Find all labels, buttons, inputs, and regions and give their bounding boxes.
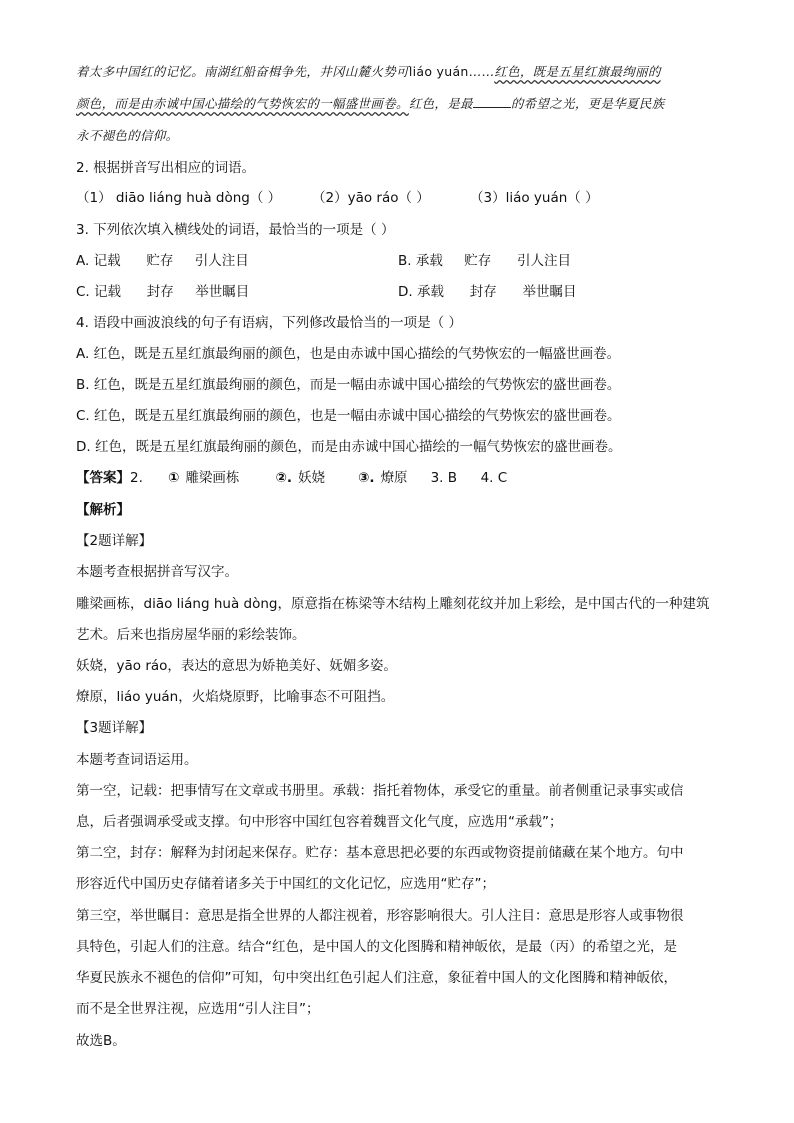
q4-option-c: C. 红色，既是五星红旗最绚丽的颜色，也是一幅由赤诚中国心描绘的气势恢宏的盛世画卷。 <box>76 408 621 424</box>
passage-line-3 <box>76 126 178 146</box>
q4-option-b: B. 红色，既是五星红旗最绚丽的颜色，而是一幅由赤诚中国心描绘的气势恢宏的盛世画卷。 <box>76 377 621 393</box>
q2-item-2: （2）yāo ráo（ ） <box>312 190 430 206</box>
fill-blank <box>473 95 511 108</box>
q3-option-c: C. 记载 封存 举世瞩目 <box>76 284 250 300</box>
q3-detail-line: 第三空，举世瞩目：意思是指全世界的人都注视着，形容影响很大。引人注目：意思是形容人或事物很 <box>76 908 684 924</box>
q4-option-a: A. 红色，既是五星红旗最绚丽的颜色，也是由赤诚中国心描绘的气势恢宏的一幅盛世画卷。 <box>76 346 621 362</box>
passage-text: 的希望之光，更是华夏民族 <box>510 96 665 111</box>
answer-text-2: 妖娆 <box>298 470 325 486</box>
q3-detail-line: 第二空，封存：解释为封闭起来保存。贮存：基本意思把必要的东西或物资提前储藏在某个地方。句中 <box>76 845 684 861</box>
q3-option-d: D. 承载 封存 举世瞩目 <box>398 284 577 300</box>
q3-detail-line: 形容近代中国历史存储着诸多关于中国红的文化记忆，应选用“贮存”； <box>76 876 495 892</box>
q3-detail-title: 【3题详解】 <box>76 720 153 736</box>
answer-text-1: 雕梁画栋 <box>185 470 240 486</box>
q2-item-3: （3）liáo yuán（ ） <box>470 190 599 206</box>
q2-item-1: （1） diāo liáng huà dòng（ ） <box>76 190 282 206</box>
q3-detail-conclusion: 故选B。 <box>76 1033 126 1049</box>
q2-items <box>76 188 599 208</box>
answer-prefix: 2. <box>130 470 143 486</box>
q2-detail-line: 艺术。后来也指房屋华丽的彩绘装饰。 <box>76 627 306 643</box>
passage-text: 着太多中国红的记忆。南湖红船奋楫争先，井冈山麓火势可 <box>76 64 409 79</box>
passage-line-2 <box>76 94 664 114</box>
q2-stem: 2. 根据拼音写出相应的词语。 <box>76 160 256 176</box>
q2-detail-line: 雕梁画栋，diāo liáng huà dòng，原意指在栋梁等木结构上雕刻花纹并加上彩绘，是中国古代的一种建筑 <box>76 596 710 612</box>
q4-option-d: D. 红色，既是五星红旗最绚丽的颜色，而是由赤诚中国心描绘的一幅气势恢宏的盛世画卷。 <box>76 439 622 455</box>
q2-detail-title: 【2题详解】 <box>76 533 153 549</box>
q2-detail-line: 妖娆，yāo ráo，表达的意思为娇艳美好、妩媚多姿。 <box>76 658 397 674</box>
passage-pinyin: liáo yuán <box>408 64 469 79</box>
passage-line-1 <box>76 62 661 82</box>
answer-mark-3: ③. <box>358 470 375 486</box>
passage-text: 永不褪色的信仰。 <box>76 128 179 143</box>
q3-option-a: A. 记载 贮存 引人注目 <box>76 253 249 269</box>
q2-detail-intro: 本题考查根据拼音写汉字。 <box>76 564 238 580</box>
answer-row <box>76 468 507 488</box>
answer-q4: 4. C <box>480 470 508 486</box>
q3-option-b: B. 承载 贮存 引人注目 <box>398 253 572 269</box>
q3-options-row-2 <box>76 282 576 302</box>
q3-detail-line: 第一空，记载：把事情写在文章或书册里。承载：指托着物体，承受它的重量。前者侧重记录事实或信 <box>76 783 684 799</box>
q3-detail-line: 息，后者强调承受或支撑。句中形容中国红包容着魏晋文化气度，应选用“承载”； <box>76 814 563 830</box>
q3-detail-line: 具特色，引起人们的注意。结合“红色，是中国人的文化图腾和精神皈依，是最（丙）的希望之光，是 <box>76 939 677 955</box>
q2-detail-line: 燎原，liáo yuán，火焰烧原野，比喻事态不可阻挡。 <box>76 689 395 705</box>
answer-q3: 3. B <box>430 470 457 486</box>
q4-stem: 4. 语段中画波浪线的句子有语病，下列修改最恰当的一项是（ ） <box>76 315 462 331</box>
passage-text: 红色，是最 <box>408 96 473 111</box>
wavy-sentence-part-2: 颜色，而是由赤诚中国心描绘的气势恢宏的一幅盛世画卷。 <box>76 96 409 111</box>
passage-ellipsis: …… <box>468 64 495 79</box>
q3-detail-intro: 本题考查词语运用。 <box>76 752 198 768</box>
q3-detail-line: 而不是全世界注视，应选用“引人注目”； <box>76 1001 320 1017</box>
q3-detail-line: 华夏民族永不褪色的信仰”可知，句中突出红色引起人们注意，象征着中国人的文化图腾和精神皈依， <box>76 970 677 986</box>
answer-label: 【答案】 <box>76 470 130 486</box>
answer-text-3: 燎原 <box>380 470 408 486</box>
q3-options-row-1 <box>76 251 571 271</box>
analysis-label: 【解析】 <box>76 502 130 518</box>
wavy-sentence-part-1: 红色，既是五星红旗最绚丽的 <box>494 64 661 79</box>
q3-stem: 3. 下列依次填入横线处的词语，最恰当的一项是（ ） <box>76 222 395 238</box>
answer-mark-2: ②. <box>275 470 292 486</box>
answer-mark-1: ① <box>168 470 180 486</box>
